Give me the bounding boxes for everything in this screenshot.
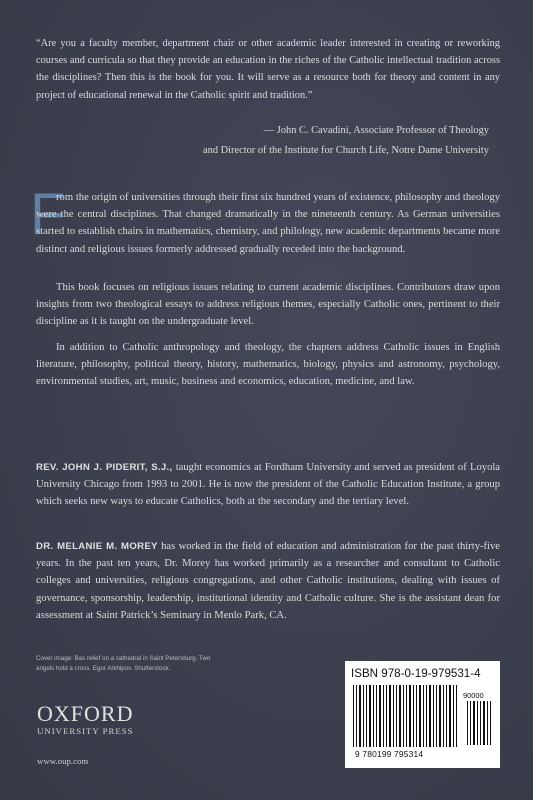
author-bio-morey bbox=[36, 538, 500, 624]
isbn-label: ISBN 978-0-19-979531-4 bbox=[351, 667, 481, 680]
publisher-url: www.oup.com bbox=[37, 756, 89, 766]
description-paragraph-2: This book focuses on religious issues relating to current academic disciplines. Contributors draw upon insights from two theological essays to address religious themes, especially Catholic ones, pertinent to their discipline as it is taught on the undergraduate level. bbox=[36, 282, 500, 328]
quote-attribution-line1: — John C. Cavadini, Associate Professor of Theology bbox=[263, 125, 489, 136]
endorsement-quote: “Are you a faculty member, department chair or other academic leader interested in creating or reworking courses and curricula so that they provide an education in the riches of the Catholic intellectual tradition across the disciplines? Then this is the book for you. It will serve as a resource both for theory and content in any project of educational renewal in the Catholic spirit and tradition.” bbox=[36, 38, 500, 101]
description-paragraph-1-text: rom the origin of universities through their first six hundred years of existence, philosophy and theology were the central disciplines. That changed dramatically in the nineteenth century. As German universities started to establish chairs in mathematics, chemistry, and philology, new academic departments became more distinct and religious issues formerly addressed gradually receded into the background. bbox=[36, 192, 500, 255]
author-bio-morey-text: has worked in the field of education and administration for the past thirty-five years. In the past ten years, Dr. Morey has worked primarily as a researcher and consultant to Catholic colleges and universities, religious congregations, and other Catholic institutions, dealing with issues of governance, sponsorship, leadership, institutional identity and Catholic culture. She is the assistant dean for assessment at Saint Patrick’s Seminary in Menlo Park, CA. bbox=[36, 541, 500, 621]
publisher-logo-subtitle: UNIVERSITY PRESS bbox=[37, 726, 134, 736]
barcode-panel bbox=[345, 661, 500, 768]
cover-image-credit: Cover image: Bas relief on a cathedral in Saint Petersburg. Two angels hold a cross. Egor Arkhipov. Shutterstock. bbox=[36, 655, 211, 672]
price-code: 90000 bbox=[463, 691, 484, 700]
barcode-digits: 9 780199 795314 bbox=[355, 749, 424, 759]
description-paragraph-3: In addition to Catholic anthropology and theology, the chapters address Catholic issues in English literature, philosophy, political theory, history, mathematics, biology, physics and astronomy, psychology, environmental studies, art, music, business and economics, education, medicine, and law. bbox=[36, 342, 500, 388]
author-name-piderit: REV. JOHN J. PIDERIT, S.J., bbox=[36, 462, 173, 473]
author-bio-piderit bbox=[36, 459, 500, 511]
description-paragraph-1 bbox=[36, 189, 500, 258]
author-bio-piderit-text: taught economics at Fordham University and served as president of Loyola University Chicago from 1993 to 2001. He is now the president of the Catholic Education Institute, a group which seeks new ways to educate Catholics, both at the secondary and the tertiary level. bbox=[36, 462, 501, 508]
price-barcode-bars bbox=[465, 701, 495, 749]
publisher-logo-name: OXFORD bbox=[37, 701, 134, 726]
quote-attribution-line2: and Director of the Institute for Church Life, Notre Dame University bbox=[203, 145, 489, 156]
drop-cap: F bbox=[30, 182, 66, 247]
barcode-bars bbox=[351, 685, 461, 751]
author-name-morey: DR. MELANIE M. MOREY bbox=[36, 541, 158, 552]
